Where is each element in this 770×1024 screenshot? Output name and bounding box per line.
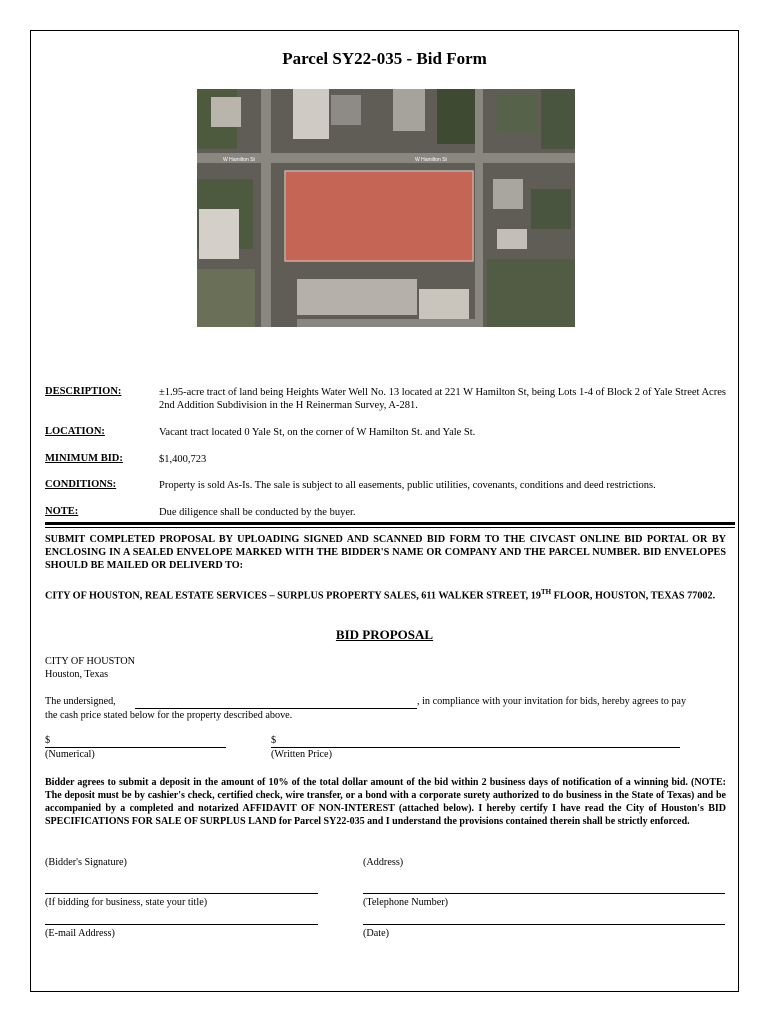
description-value: ±1.95-acre tract of land being Heights Water Well No. 13 located at 221 W Hamilton St, being Lots 1-4 of Block 2 of Yale Street Acres 2nd Addition Subdivision in the H Reinerman Survey, A-281. bbox=[159, 387, 726, 411]
business-title-label: (If bidding for business, state your title) bbox=[45, 897, 208, 908]
date-label: (Date) bbox=[363, 928, 390, 939]
minimum-bid-label: MINIMUM BID: bbox=[45, 453, 123, 464]
written-price-label: (Written Price) bbox=[271, 749, 332, 760]
bidder-name-field[interactable] bbox=[135, 708, 417, 709]
date-field[interactable] bbox=[363, 924, 725, 925]
section-divider-thick bbox=[45, 522, 735, 525]
written-price-field[interactable] bbox=[271, 747, 680, 748]
aerial-parcel-photo bbox=[197, 89, 575, 327]
mailing-address: CITY OF HOUSTON, REAL ESTATE SERVICES – SURPLUS PROPERTY SALES, 611 WALKER STREET, 19TH FLOOR, HOUSTON, TEXAS 77002. bbox=[45, 588, 716, 602]
minimum-bid-value: $1,400,723 bbox=[159, 454, 207, 465]
bidder-signature-label: (Bidder's Signature) bbox=[45, 857, 127, 868]
street-label-right: W Hamilton St bbox=[415, 157, 447, 163]
telephone-label: (Telephone Number) bbox=[363, 897, 448, 908]
business-title-field[interactable] bbox=[45, 893, 318, 894]
page-title: Parcel SY22-035 - Bid Form bbox=[282, 49, 487, 68]
email-field[interactable] bbox=[45, 924, 318, 925]
dollar-sign-written: $ bbox=[271, 735, 277, 746]
dollar-sign-numerical: $ bbox=[45, 735, 51, 746]
undersigned-line2: the cash price stated below for the property described above. bbox=[45, 710, 293, 721]
note-value: Due diligence shall be conducted by the buyer. bbox=[159, 507, 356, 518]
location-label: LOCATION: bbox=[45, 426, 105, 437]
location-value: Vacant tract located 0 Yale St, on the corner of W Hamilton St. and Yale St. bbox=[159, 427, 476, 438]
conditions-value: Property is sold As-Is. The sale is subject to all easements, public utilities, covenants, conditions and deed restrictions. bbox=[159, 480, 656, 491]
conditions-label: CONDITIONS: bbox=[45, 479, 117, 490]
bid-form-page bbox=[30, 30, 739, 992]
email-label: (E-mail Address) bbox=[45, 928, 115, 939]
street-label-left: W Hamilton St bbox=[223, 157, 255, 163]
deposit-terms: Bidder agrees to submit a deposit in the amount of 10% of the total dollar amount of the bid within 2 business days of notification of a winning bid. (NOTE: The deposit must be by cashier's check, certified check, wire transfer, or a bond with a corporate surety authorized to do business in the State of Texas) and be accompanied by a completed and notarized AFFIDAVIT OF NON-INTEREST (attached below). I hereby certify I have read the City of Houston's BID SPECIFICATIONS FOR SALE OF SURPLUS LAND for Parcel SY22-035 and I understand the provisions contained therein shall be strictly enforced. bbox=[45, 777, 726, 827]
section-divider-thin bbox=[45, 527, 735, 528]
telephone-field[interactable] bbox=[363, 893, 725, 894]
numerical-label: (Numerical) bbox=[45, 749, 95, 760]
undersigned-suffix: , in compliance with your invitation for bids, hereby agrees to pay bbox=[417, 696, 687, 707]
undersigned-prefix: The undersigned, bbox=[45, 696, 116, 707]
address-label: (Address) bbox=[363, 857, 404, 868]
addressee-line2: Houston, Texas bbox=[45, 669, 109, 680]
bid-proposal-heading: BID PROPOSAL bbox=[335, 627, 434, 642]
description-label: DESCRIPTION: bbox=[45, 386, 122, 397]
submit-instructions: SUBMIT COMPLETED PROPOSAL BY UPLOADING SIGNED AND SCANNED BID FORM TO THE CIVCAST ONLINE BID PORTAL OR BY ENCLOSING IN A SEALED ENVELOPE MARKED WITH THE BIDDER'S NAME OR COMPANY AND THE PARCEL NUMBER. BID ENVELOPES SHOULD BE MAILED OR DELIVERD TO: bbox=[45, 534, 726, 571]
numerical-price-field[interactable] bbox=[45, 747, 226, 748]
note-label: NOTE: bbox=[45, 506, 79, 517]
addressee-line1: CITY OF HOUSTON bbox=[45, 656, 135, 667]
